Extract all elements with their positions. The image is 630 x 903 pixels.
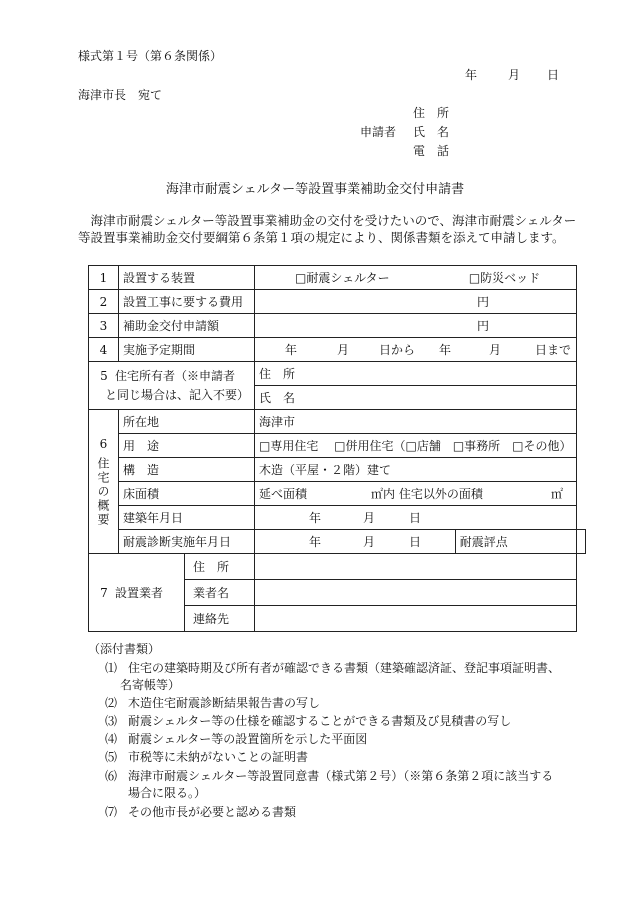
attachment-no-2: ⑵	[105, 696, 118, 710]
use-label: 用 途	[119, 434, 255, 458]
diagnosis-month: 月	[363, 535, 376, 549]
addressee: 海津市長 宛て	[78, 88, 163, 102]
structure-value[interactable]: 木造（平屋・２階）建て	[255, 458, 577, 482]
built-month: 月	[363, 511, 376, 525]
applicant-address-label: 住 所	[413, 106, 450, 120]
installer-address-field[interactable]	[255, 554, 577, 580]
applicant-label: 申請者	[360, 125, 397, 139]
house-overview-group	[89, 410, 119, 554]
attachment-no-5: ⑸	[105, 750, 118, 764]
body-text: 海津市耐震シェルター等設置事業補助金の交付を受けたいので、海津市耐震シェルター等設置事業補助金交付要綱第６条第１項の規定により、関係書類を添えて申請します。	[78, 213, 577, 245]
row-built-date	[89, 506, 586, 530]
date-month: 月	[508, 68, 521, 82]
row-3-number: 3	[89, 314, 119, 338]
diagnosis-date-label: 耐震診断実施年月日	[119, 530, 255, 554]
row-floor-area	[89, 482, 586, 506]
row-7-number: 7	[100, 586, 108, 600]
owner-label-line1: 住宅所有者（※申請者	[115, 368, 236, 383]
row-6-number: 6	[99, 436, 108, 451]
floor-area-label: 床面積	[119, 482, 255, 506]
period-start-month: 月	[337, 343, 350, 357]
installer-contact-field[interactable]	[255, 606, 577, 632]
attachment-text-1: 住宅の建築時期及び所有者が確認できる書類（建築確認済証、登記事項証明書、	[128, 661, 561, 675]
owner-label	[89, 362, 255, 410]
device-options	[255, 266, 577, 290]
applicant-phone-label: 電 話	[413, 144, 450, 158]
attachment-no-3: ⑶	[105, 714, 118, 728]
built-date-label: 建築年月日	[119, 506, 255, 530]
installer-address-label: 住 所	[185, 554, 255, 580]
attachment-no-7: ⑺	[105, 805, 118, 819]
location-value: 海津市	[259, 415, 296, 429]
subsidy-label: 補助金交付申請額	[119, 314, 255, 338]
floor-total-label: 延べ面積	[259, 487, 308, 501]
owner-address-field[interactable]	[255, 362, 577, 386]
installer-company-label: 業者名	[185, 580, 255, 606]
installer-contact-label: 連絡先	[185, 606, 255, 632]
attachment-cont-6: 場合に限る。）	[128, 786, 207, 800]
owner-name-label: 氏 名	[259, 391, 296, 405]
attachment-no-6: ⑹	[105, 769, 118, 783]
location-label: 所在地	[119, 410, 255, 434]
applicant-name-label: 氏 名	[413, 125, 450, 139]
attachment-no-4: ⑷	[105, 732, 118, 746]
diagnosis-day: 日	[409, 535, 422, 549]
row-cost	[89, 290, 586, 314]
floor-total-unit: ㎡	[371, 487, 384, 501]
date-year: 年	[465, 68, 478, 82]
structure-label: 構 造	[119, 458, 255, 482]
cost-field[interactable]	[255, 290, 577, 314]
attachment-text-4: 耐震シェルター等の設置箇所を示した平面図	[128, 732, 368, 746]
built-year: 年	[309, 511, 322, 525]
option-disaster-bed[interactable]: □防災ベッド	[468, 271, 541, 285]
cost-label: 設置工事に要する費用	[119, 290, 255, 314]
period-start-day: 日から	[379, 343, 416, 357]
document-title: 海津市耐震シェルター等設置事業補助金交付申請書	[165, 182, 465, 197]
row-owner	[89, 362, 586, 386]
attachment-no-1: ⑴	[105, 661, 118, 675]
subsidy-unit: 円	[477, 319, 490, 333]
location-field[interactable]	[255, 410, 577, 434]
row-installer	[89, 554, 586, 580]
installer-company-field[interactable]	[255, 580, 577, 606]
house-overview-label: 住宅の概要	[96, 456, 110, 527]
application-table	[88, 265, 586, 632]
period-label: 実施予定期間	[119, 338, 255, 362]
owner-address-label: 住 所	[259, 367, 296, 381]
owner-label-line2: と同じ場合は、記入不要）	[105, 387, 250, 402]
use-options[interactable]: □専用住宅 □併用住宅（□店舗 □事務所 □その他）	[255, 434, 577, 458]
row-location	[89, 410, 586, 434]
diagnosis-year: 年	[309, 535, 322, 549]
date-day: 日	[547, 68, 560, 82]
attachment-text-6: 海津市耐震シェルター等設置同意書（様式第２号）（※第６条第２項に該当する	[128, 769, 554, 783]
attachment-text-3: 耐震シェルター等の仕様を確認することができる書類及び見積書の写し	[128, 714, 512, 728]
attachments-heading: （添付書類）	[88, 642, 161, 656]
floor-other-unit: ㎡	[551, 487, 564, 501]
installer-label	[89, 554, 185, 632]
row-subsidy	[89, 314, 586, 338]
attachment-text-5: 市税等に未納がないことの証明書	[128, 750, 309, 764]
row-use	[89, 434, 586, 458]
attachment-text-7: その他市長が必要と認める書類	[128, 805, 297, 819]
installer-label-text: 設置業者	[115, 586, 164, 600]
row-4-number: 4	[89, 338, 119, 362]
period-end-year: 年	[439, 343, 452, 357]
device-label: 設置する装置	[119, 266, 255, 290]
option-quake-shelter[interactable]: □耐震シェルター	[295, 271, 390, 285]
period-start-year: 年	[285, 343, 298, 357]
row-period	[89, 338, 586, 362]
floor-other-label: 内 住宅以外の面積	[383, 487, 483, 501]
row-2-number: 2	[89, 290, 119, 314]
seismic-score-field[interactable]	[576, 530, 585, 554]
attachment-cont-1: 名寄帳等）	[120, 678, 181, 692]
built-date-field[interactable]	[255, 506, 577, 530]
period-field[interactable]	[255, 338, 577, 362]
row-structure	[89, 458, 586, 482]
period-end-month: 月	[489, 343, 502, 357]
row-1-number: 1	[89, 266, 119, 290]
subsidy-field[interactable]	[255, 314, 577, 338]
diagnosis-date-field[interactable]	[255, 530, 456, 554]
attachment-text-2: 木造住宅耐震診断結果報告書の写し	[128, 696, 321, 710]
cost-unit: 円	[477, 295, 490, 309]
seismic-score-label: 耐震評点	[455, 530, 576, 554]
form-number: 様式第１号（第６条関係）	[78, 49, 223, 63]
floor-area-field[interactable]	[255, 482, 577, 506]
owner-name-field[interactable]	[255, 386, 577, 410]
period-end-day: 日まで	[535, 343, 572, 357]
row-device	[89, 266, 586, 290]
built-day: 日	[409, 511, 422, 525]
row-diagnosis-date	[89, 530, 586, 554]
row-5-number: 5	[100, 368, 108, 383]
